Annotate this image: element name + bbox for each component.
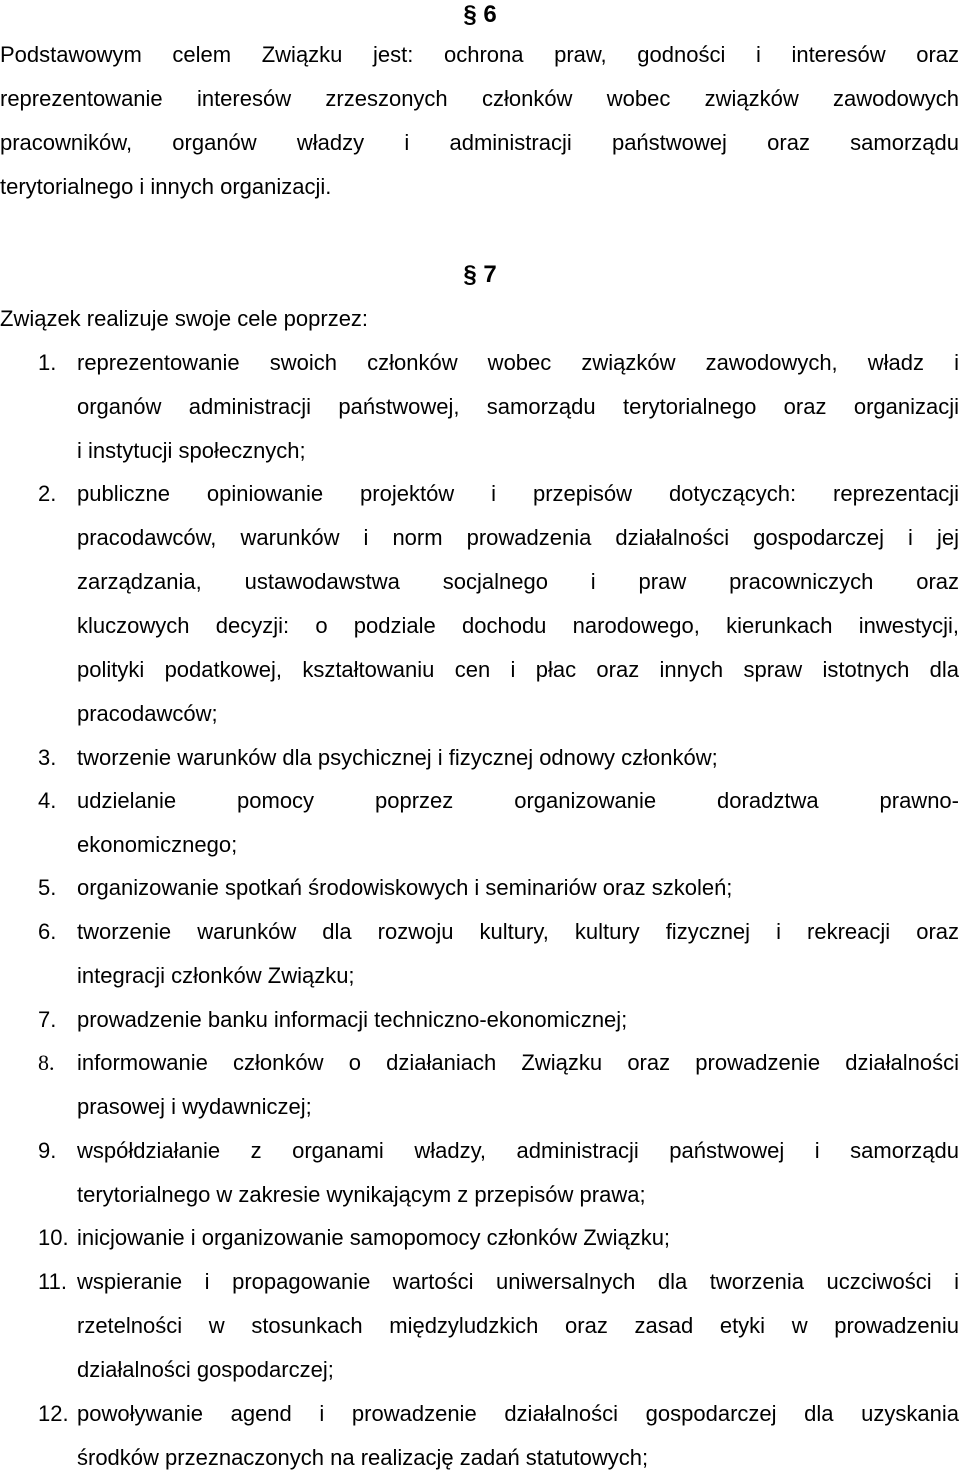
item-4-line-2: ekonomicznego; (77, 832, 238, 857)
item-9-number: 9. (38, 1138, 57, 1163)
item-4-number: 4. (38, 788, 57, 813)
item-1-line-1: reprezentowanie swoich członków wobec związków zawodowych, władz i (77, 350, 959, 375)
item-8-line-2: prasowej i wydawniczej; (77, 1094, 312, 1119)
item-11-line-2: rzetelności w stosunkach międzyludzkich oraz zasad etyki w prowadzeniu (77, 1313, 959, 1338)
item-5-number: 5. (38, 875, 57, 900)
item-2-line-5: polityki podatkowej, kształtowaniu cen i płac oraz innych spraw istotnych dla (77, 657, 959, 682)
item-7-line-1: prowadzenie banku informacji techniczno-ekonomicznej; (77, 1007, 628, 1032)
item-2-number: 2. (38, 481, 57, 506)
item-12-line-2: środków przeznaczonych na realizację zadań statutowych; (77, 1445, 649, 1470)
item-2-line-4: kluczowych decyzji: o podziale dochodu narodowego, kierunkach inwestycji, (77, 613, 959, 638)
item-11-line-1: wspieranie i propagowanie wartości uniwersalnych dla tworzenia uczciwości i (77, 1269, 959, 1294)
item-12-line-1: powoływanie agend i prowadzenie działalności gospodarczej dla uzyskania (77, 1401, 959, 1426)
section-6-line-3: pracowników, organów władzy i administracji państwowej oraz samorządu (0, 130, 959, 155)
item-9-line-1: współdziałanie z organami władzy, administracji państwowej i samorządu (77, 1138, 959, 1163)
item-12-number: 12. (38, 1401, 69, 1426)
section-6-line-4: terytorialnego i innych organizacji. (0, 174, 332, 199)
item-4-line-1: udzielanie pomocy poprzez organizowanie doradztwa prawno- (77, 788, 959, 813)
item-6-line-1: tworzenie warunków dla rozwoju kultury, kultury fizycznej i rekreacji oraz (77, 919, 959, 944)
item-3-line-1: tworzenie warunków dla psychicznej i fizycznej odnowy członków; (77, 745, 718, 770)
item-2-line-6: pracodawców; (77, 701, 218, 726)
item-1-line-2: organów administracji państwowej, samorządu terytorialnego oraz organizacji (77, 394, 959, 419)
item-2-line-2: pracodawców, warunków i norm prowadzenia działalności gospodarczej i jej (77, 525, 959, 550)
item-2-line-3: zarządzania, ustawodawstwa socjalnego i praw pracowniczych oraz (77, 569, 959, 594)
item-8-line-1: informowanie członków o działaniach Związku oraz prowadzenie działalności (77, 1050, 959, 1075)
item-5-line-1: organizowanie spotkań środowiskowych i seminariów oraz szkoleń; (77, 875, 733, 900)
item-9-line-2: terytorialnego w zakresie wynikającym z przepisów prawa; (77, 1182, 646, 1207)
item-10-number: 10. (38, 1225, 69, 1250)
section-6-heading: § 6 (463, 1, 497, 28)
item-6-number: 6. (38, 919, 57, 944)
item-11-line-3: działalności gospodarczej; (77, 1357, 334, 1382)
item-1-line-3: i instytucji społecznych; (77, 438, 306, 463)
item-2-line-1: publiczne opiniowanie projektów i przepisów dotyczących: reprezentacji (77, 481, 959, 506)
section-6-line-1: Podstawowym celem Związku jest: ochrona praw, godności i interesów oraz (0, 42, 959, 67)
item-8-number: 8. (38, 1050, 55, 1075)
item-11-number: 11. (38, 1269, 67, 1294)
item-7-number: 7. (38, 1007, 57, 1032)
item-6-line-2: integracji członków Związku; (77, 963, 355, 988)
item-3-number: 3. (38, 745, 57, 770)
section-7-intro: Związek realizuje swoje cele poprzez: (0, 306, 369, 331)
section-6-line-2: reprezentowanie interesów zrzeszonych członków wobec związków zawodowych (0, 86, 959, 111)
item-10-line-1: inicjowanie i organizowanie samopomocy członków Związku; (77, 1225, 671, 1250)
item-1-number: 1. (38, 350, 57, 375)
section-7-heading: § 7 (463, 261, 497, 288)
